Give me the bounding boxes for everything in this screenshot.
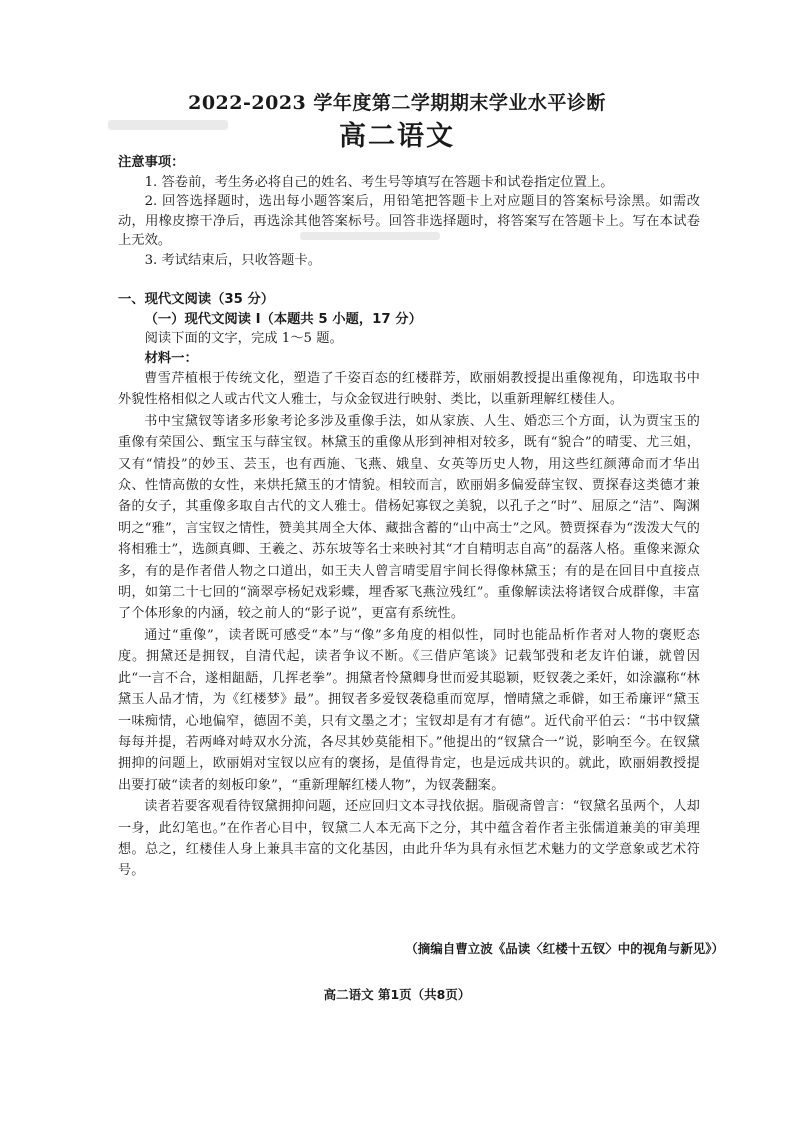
section-header [118,290,700,368]
passage-paragraph: 曹雪芹植根于传统文化，塑造了千姿百态的红楼群芳，欧丽娟教授提出重像视角，印选取书中外貌性格相似之人或古代文人雅士，与众金钗进行映射、类比，以重新理解红楼佳人。 [118,371,700,408]
notice-item: 3. 考试结束后，只收答题卡。 [144,252,322,268]
source-note: （摘编自曹立波《品读〈红楼十五钗〉中的视角与新见》） [405,941,724,956]
exam-title: 2022-2023 学年度第二学期期末学业水平诊断 [188,92,606,114]
passage-paragraph: 书中宝黛钗等诸多形象考论多涉及重像手法，如从家族、人生、婚恋三个方面，认为贾宝玉的重像有荣国公、甄宝玉与薛宝钗。林黛玉的重像从形到神相对较多，既有“貌合”的晴雯、尤三姐，又有“情投”的妙玉、芸玉，也有西施、飞燕、娥皇、女英等历史人物，用这些红颜薄命而才华出众、性情高傲的女性，来烘托黛玉的才情貌。相较而言，欧丽娟多偏爱薛宝钗、贾探春这类德才兼备的女子，其重像多取自古代的文人雅士。借杨妃寡钗之美貌，以孔子之“时”、屈原之“洁”、陶渊明之“雅”，言宝钗之情性，赞美其周全大体、藏拙含蓄的“山中高士”之风。赞贾探春为“泼泼大气的将相雅士”，选颜真卿、王羲之、苏东坡等名士来映衬其“才自精明志自高”的磊落人格。重像来源众多，有的是作者借人物之口道出，如王夫人曾言晴雯眉宇间长得像林黛玉；有的是在回目中直接点明，如第二十七回的“滴翠亭杨妃戏彩蝶，埋香冢飞燕泣残红”。重像解读法将诸钗合成群像，丰富了个体形象的内涵，较之前人的“影子说”，更富有系统性。 [118,413,700,622]
subsection-heading: （一）现代文阅读 Ⅰ（本题共 5 小题，17 分） [144,311,422,327]
passage-body [118,368,700,882]
passage-paragraph: 读者若要客观看待钗黛拥抑问题，还应回归文本寻找依据。脂砚斋曾言：“钗黛名虽两个，人却一身，此幻笔也。”在作者心目中，钗黛二人本无高下之分，其中蕴含着作者主张儒道兼美的审美理想。总之，红楼佳人身上兼具丰富的文化基因，由此升华为具有永恒艺术魅力的文学意象或艺术符号。 [118,799,700,879]
page-footer: 高二语文 第1页（共8页） [323,987,471,1002]
subject-title: 高二语文 [339,121,455,152]
notice-block [118,153,700,271]
notice-heading: 注意事项： [118,155,185,170]
notice-item: 1. 答卷前，考生务必将自己的姓名、考生号等填写在答题卡和试卷指定位置上。 [144,174,614,190]
section-heading: 一、现代文阅读（35 分） [118,292,275,307]
reading-instruction: 阅读下面的文字，完成 1～5 题。 [144,331,343,347]
material-label: 材料一： [144,350,198,366]
notice-item: 2. 回答选择题时，选出每小题答案后，用铅笔把答题卡上对应题目的答案标号涂黑。如需改动，用橡皮擦干净后，再选涂其他答案标号。回答非选择题时，将答案写在答题卡上。写在本试卷上无效。 [118,194,700,249]
passage-paragraph: 通过“重像”，读者既可感受“本”与“像”多角度的相似性，同时也能品析作者对人物的褒贬态度。拥黛还是拥钗，自清代起，读者争议不断。《三借庐笔谈》记载邹弢和老友许伯谦，就曾因此“一言不合，遂相龃龉，几挥老拳”。拥黛者怜黛卿身世而爱其聪颖，贬钗袭之柔奸，如涂瀛称“林黛玉人品才情，为《红楼梦》最”。拥钗者多爱钗袭稳重而宽厚，憎晴黛之乖僻，如王希廉评“黛玉一味痴情，心地偏窄，德固不美，只有文墨之才；宝钗却是有才有德”。近代俞平伯云：“书中钗黛每每并提，若两峰对峙双水分流，各尽其妙莫能相下。”他提出的“钗黛合一”说，影响至今。在钗黛拥抑的问题上，欧丽娟对宝钗以应有的褒扬，是值得肯定，也是远成共识的。就此，欧丽娟教授提出要打破“读者的刻板印象”，“重新理解红楼人物”，为钗袭翻案。 [118,627,700,793]
